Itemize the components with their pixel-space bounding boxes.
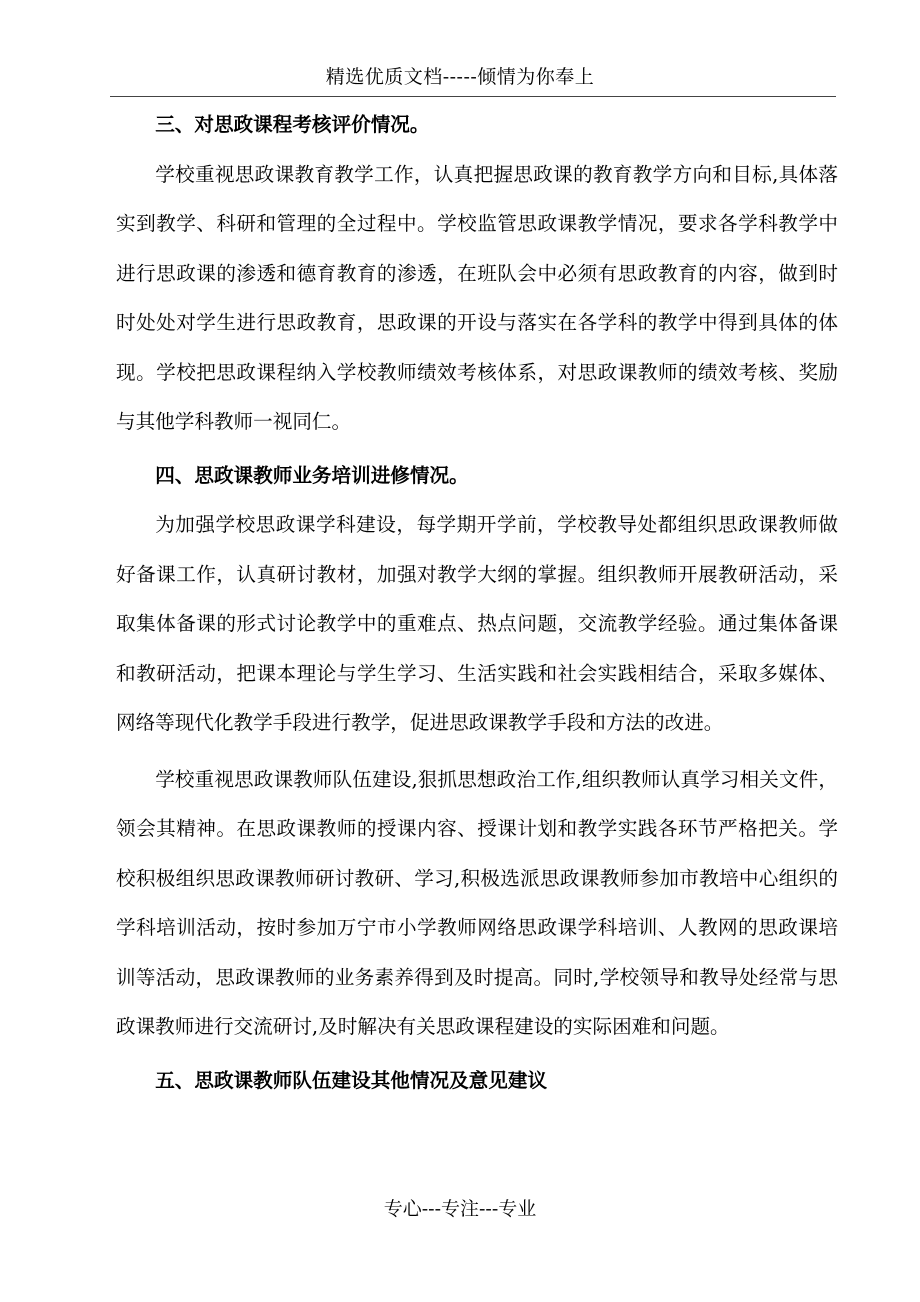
header-divider [110,96,836,97]
section-heading-5: 五、思政课教师队伍建设其他情况及意见建议 [155,1068,548,1092]
document-body [116,100,838,1105]
page-header: 精选优质文档-----倾情为你奉上 [325,66,595,88]
section-heading-3: 三、对思政课程考核评价情况。 [155,113,430,136]
section-4-paragraph-1: 为加强学校思政课学科建设，每学期开学前，学校教导处都组织思政课教师做好备课工作，认真研讨教材，加强对教学大纲的掌握。组织教师开展教研活动，采取集体备课的形式讨论教学中的重难点、热点问题，交流教学经验。通过集体备课和教研活动，把课本理论与学生学习、生活实践和社会实践相结合，采取多媒体、网络等现代化教学手段进行教学，促进思政课教学手段和方法的改进。 [116,513,838,734]
page-footer: 专心---专注---专业 [383,1198,537,1220]
section-4-paragraph-2: 学校重视思政课教师队伍建设,狠抓思想政治工作,组织教师认真学习相关文件，领会其精神。在思政课教师的授课内容、授课计划和教学实践各环节严格把关。学校积极组织思政课教师研讨教研、学习,积极选派思政课教师参加市教培中心组织的学科培训活动，按时参加万宁市小学教师网络思政课学科培训、人教网的思政课培训等活动，思政课教师的业务素养得到及时提高。同时,学校领导和教导处经常与思政课教师进行交流研讨,及时解决有关思政课程建设的实际困难和问题。 [116,767,838,1038]
section-3-paragraph-1: 学校重视思政课教育教学工作，认真把握思政课的教育教学方向和目标,具体落实到教学、科研和管理的全过程中。学校监管思政课教学情况，要求各学科教学中进行思政课的渗透和德育教育的渗透，在班队会中必须有思政教育的内容，做到时时处处对学生进行思政教育，思政课的开设与落实在各学科的教学中得到具体的体现。学校把思政课程纳入学校教师绩效考核体系，对思政课教师的绩效考核、奖励与其他学科教师一视同仁。 [116,162,838,433]
section-heading-4: 四、思政课教师业务培训进修情况。 [155,463,469,487]
